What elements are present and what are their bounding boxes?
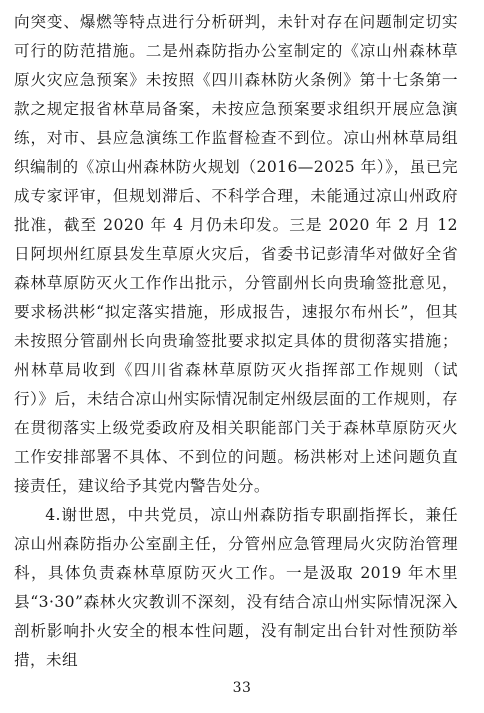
body-paragraph-item-4: 4.谢世恩，中共党员，凉山州森防指专职副指挥长，兼任凉山州森防指办公室副主任，分管州应急管理局火灾防治管理科，具体负责森林草原防灭火工作。一是汲取 2019 年木里县“3·30”森林火灾教训不深刻，没有结合凉山州实际情况深入剖析影响扑火安全的根本性问题，没有制定出台针对性预防举措，未组 [14,506,458,669]
body-paragraph-continuation: 向突变、爆燃等特点进行分析研判，未针对存在问题制定切实可行的防范措施。二是州森防指办公室制定的《凉山州森林草原火灾应急预案》未按照《四川森林防火条例》第十七条第一款之规定报省林草局备案，未按应急预案要求组织开展应急演练，对市、县应急演练工作监督检查不到位。凉山州林草局组织编制的《凉山州森林防火规划（2016—2025 年）》，虽已完成专家评审，但规划滞后、不科学合理，未能通过凉山州政府批准，截至 2020 年 4 月仍未印发。三是 2020 年 2 月 12 日阿坝州红原县发生草原火灾后，省委书记彭清华对做好全省森林草原防灭火工作作出批示，分管副州长向贵瑜签批意见，要求杨洪彬“拟定落实措施，形成报告，速报尔布州长”，但其未按照分管副州长向贵瑜签批要求拟定具体的贯彻落实措施；州林草局收到《四川省森林草原防灭火指挥部工作规则（试行）》后，未结合凉山州实际情况制定州级层面的工作规则，存在贯彻落实上级党委政府及相关职能部门关于森林草原防灭火工作安排部署不具体、不到位的问题。杨洪彬对上述问题负直接责任，建议给予其党内警告处分。 [14,13,458,495]
page-number: 33 [232,680,252,696]
